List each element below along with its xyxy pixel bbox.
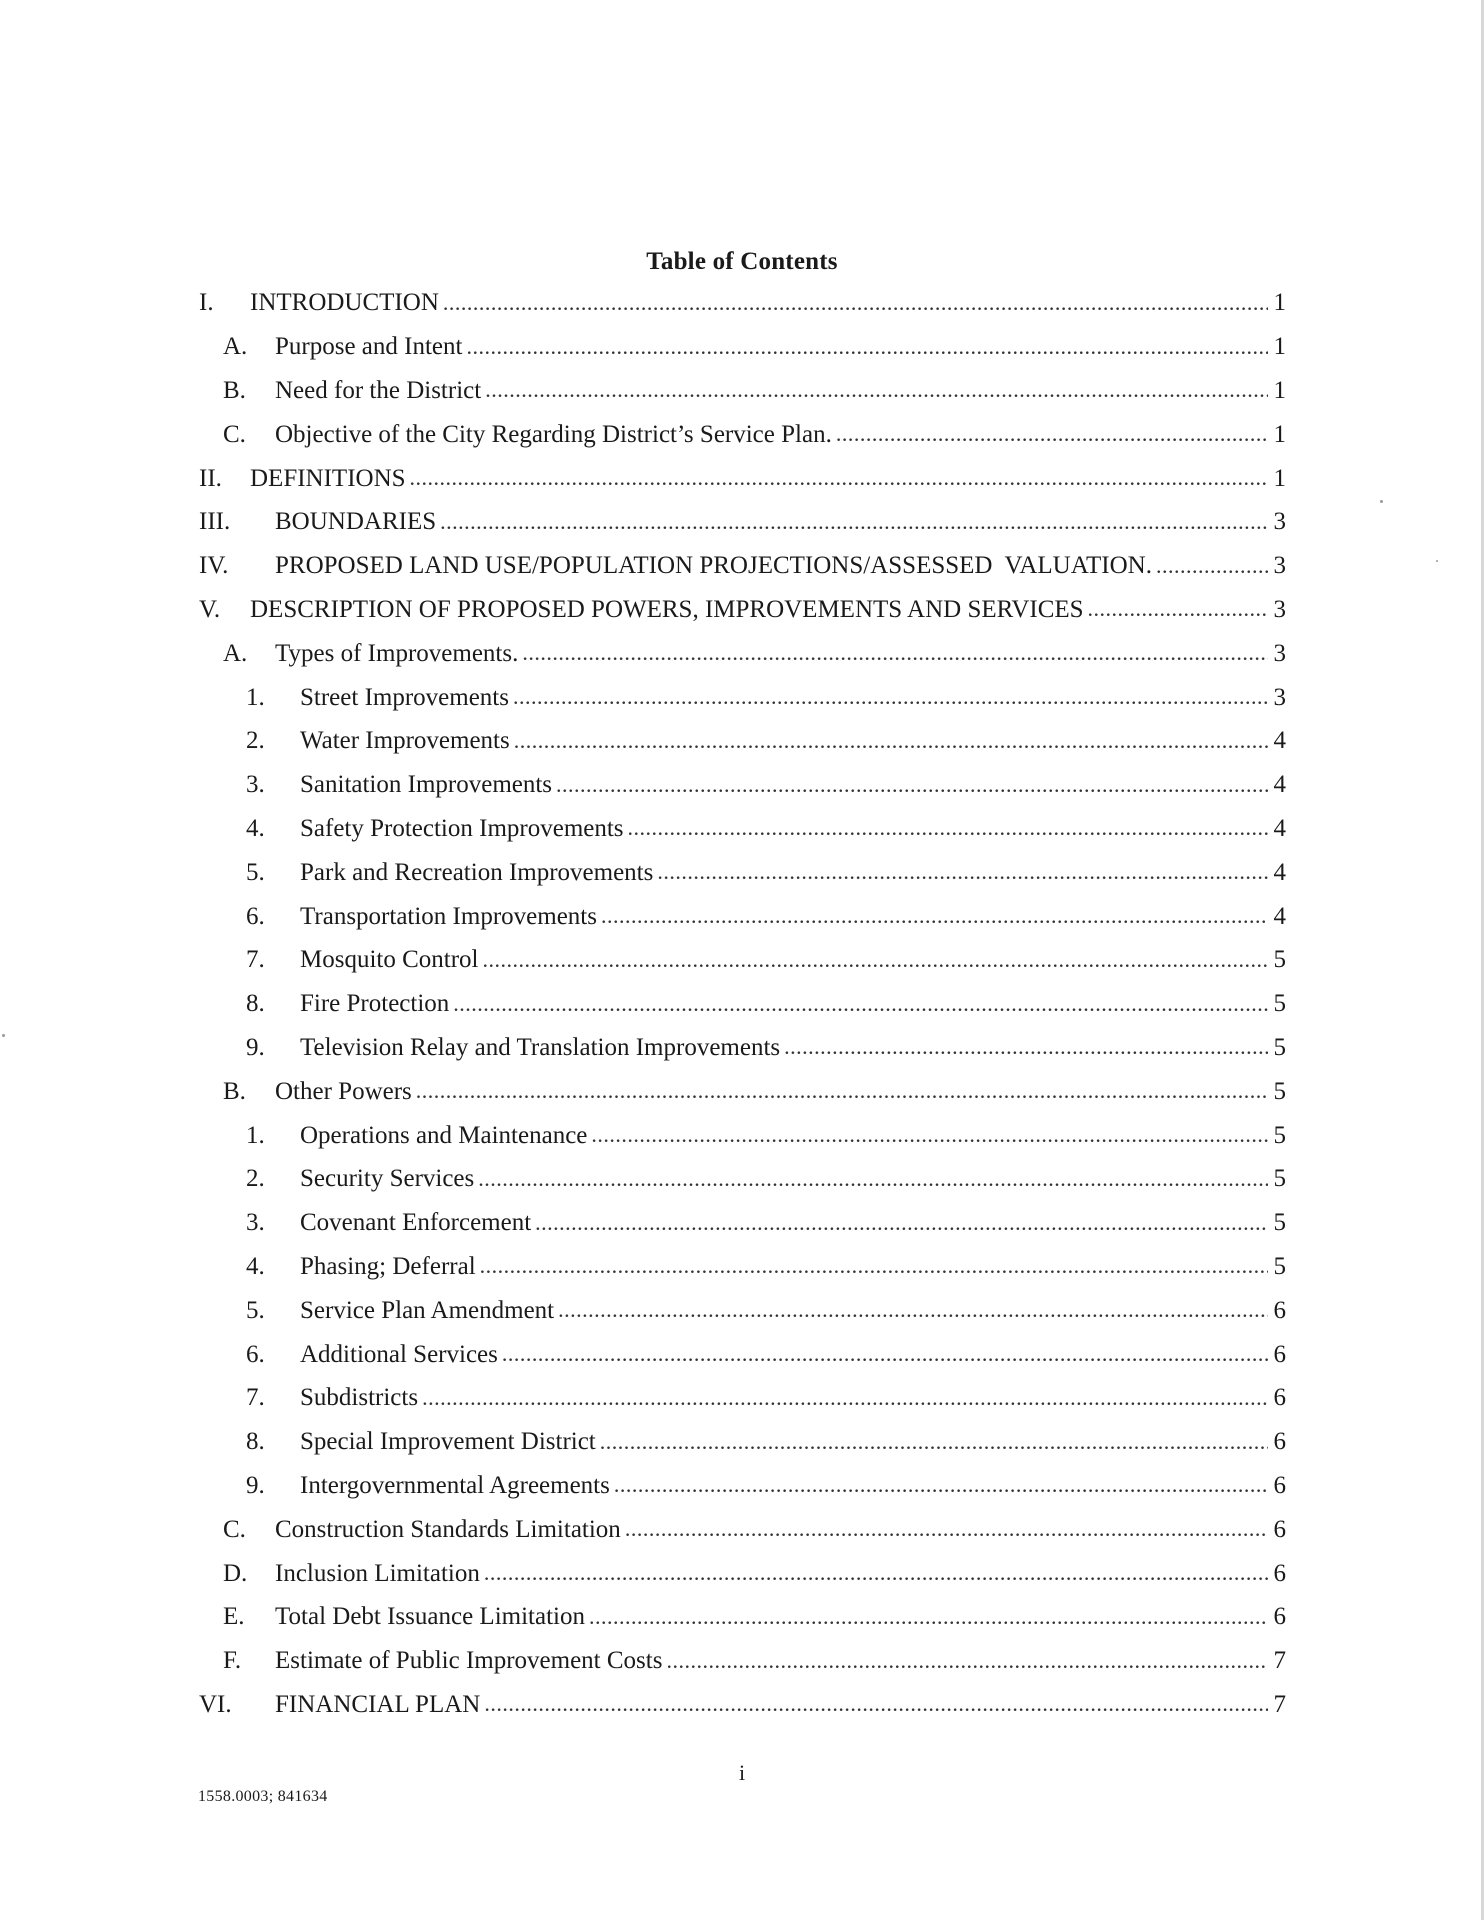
document-id: 1558.0003; 841634 <box>198 1788 328 1805</box>
toc-entry-page: 3 <box>1273 552 1286 580</box>
toc-entry-number: 9. <box>246 1471 265 1499</box>
toc-entry-label: Fire Protection <box>300 990 450 1018</box>
toc-entry-page: 5 <box>1273 1033 1286 1061</box>
toc-entry-number: 5. <box>246 1296 265 1324</box>
dot-leader <box>836 423 1268 445</box>
toc-entry-label: Special Improvement District <box>300 1428 596 1456</box>
dot-leader <box>484 1562 1268 1584</box>
dot-leader <box>784 1036 1268 1058</box>
toc-entry-label: Service Plan Amendment <box>300 1296 555 1324</box>
dot-leader <box>422 1387 1268 1409</box>
toc-entry-label: Purpose and Intent <box>275 333 463 361</box>
toc-entry-number: 2. <box>246 1165 265 1193</box>
toc-entry-number: III. <box>199 508 231 536</box>
toc-entry-number: 3. <box>246 1209 265 1237</box>
toc-entry-label: Additional Services <box>300 1340 498 1368</box>
toc-entry-number: 7. <box>246 946 265 974</box>
dot-leader <box>625 1518 1268 1540</box>
toc-entry-page: 6 <box>1273 1603 1286 1631</box>
toc-entry-boundaries[interactable] <box>199 500 1286 544</box>
toc-entry-page: 7 <box>1273 1647 1286 1675</box>
dot-leader <box>513 686 1268 708</box>
toc-entry-number: E. <box>223 1603 245 1631</box>
toc-entry-number: 8. <box>246 990 265 1018</box>
dot-leader <box>502 1343 1268 1365</box>
toc-entry-page: 6 <box>1273 1384 1286 1412</box>
toc-entry-page: 4 <box>1273 771 1286 799</box>
dot-leader <box>1156 555 1268 577</box>
toc-entry-street-improvements[interactable] <box>199 675 1286 719</box>
scan-speck <box>2 1034 5 1037</box>
toc-entry-label: Intergovernmental Agreements <box>300 1471 610 1499</box>
toc-entry-label: Television Relay and Translation Improvements <box>300 1033 781 1061</box>
toc-entry-page: 1 <box>1273 464 1286 492</box>
toc-entry-label: Other Powers <box>275 1077 412 1105</box>
toc-entry-page: 6 <box>1273 1471 1286 1499</box>
toc-entry-label: Security Services <box>300 1165 475 1193</box>
page-title: Table of Contents <box>646 248 838 275</box>
toc-entry-number: 4. <box>246 1252 265 1280</box>
toc-entry-label: Need for the District <box>275 376 482 404</box>
toc-entry-purpose-and-intent[interactable] <box>199 325 1286 369</box>
toc-entry-inclusion-limitation[interactable] <box>199 1551 1286 1595</box>
table-of-contents <box>199 281 1286 1726</box>
toc-entry-label: Estimate of Public Improvement Costs <box>275 1647 663 1675</box>
toc-entry-types-of-improvements[interactable] <box>199 631 1286 675</box>
toc-entry-label: Subdistricts <box>300 1384 419 1412</box>
toc-entry-number: IV. <box>199 552 229 580</box>
toc-entry-page: 5 <box>1273 1165 1286 1193</box>
scan-speck <box>1436 560 1438 562</box>
dot-leader <box>440 511 1268 533</box>
toc-entry-number: 6. <box>246 902 265 930</box>
toc-entry-number: C. <box>223 420 246 448</box>
toc-entry-page: 6 <box>1273 1340 1286 1368</box>
dot-leader <box>589 1606 1268 1628</box>
toc-entry-objective-of-city[interactable] <box>199 412 1286 456</box>
toc-entry-safety-protection[interactable] <box>199 807 1286 851</box>
toc-entry-number: 8. <box>246 1428 265 1456</box>
toc-entry-page: 6 <box>1273 1428 1286 1456</box>
toc-entry-water-improvements[interactable] <box>199 719 1286 763</box>
toc-entry-page: 6 <box>1273 1296 1286 1324</box>
toc-entry-operations-and-maintenance[interactable] <box>199 1113 1286 1157</box>
toc-entry-number: 3. <box>246 771 265 799</box>
toc-entry-label: Street Improvements <box>300 683 509 711</box>
toc-entry-sanitation-improvements[interactable] <box>199 763 1286 807</box>
toc-entry-mosquito-control[interactable] <box>199 938 1286 982</box>
toc-entry-page: 5 <box>1273 1252 1286 1280</box>
page-number: i <box>738 1760 746 1785</box>
toc-entry-page: 5 <box>1273 946 1286 974</box>
toc-entry-park-and-recreation[interactable] <box>199 850 1286 894</box>
scan-speck <box>1380 500 1383 503</box>
dot-leader <box>478 1168 1268 1190</box>
toc-entry-number: D. <box>223 1559 248 1587</box>
toc-entry-page: 3 <box>1273 683 1286 711</box>
dot-leader <box>466 336 1268 358</box>
toc-entry-label: Types of Improvements. <box>275 639 519 667</box>
toc-entry-label: BOUNDARIES <box>275 508 437 536</box>
toc-entry-page: 5 <box>1273 1077 1286 1105</box>
toc-entry-number: B. <box>223 1077 246 1105</box>
dot-leader <box>453 993 1268 1015</box>
toc-entry-page: 7 <box>1273 1690 1286 1718</box>
toc-entry-page: 1 <box>1273 333 1286 361</box>
toc-entry-label: Transportation Improvements <box>300 902 597 930</box>
toc-entry-label: PROPOSED LAND USE/POPULATION PROJECTIONS/ASSESSED VALUATION. <box>275 552 1152 580</box>
toc-entry-label: Water Improvements <box>300 727 510 755</box>
toc-entry-definitions[interactable] <box>199 456 1286 500</box>
toc-entry-subdistricts[interactable] <box>199 1376 1286 1420</box>
toc-entry-number: F. <box>223 1647 242 1675</box>
toc-entry-page: 3 <box>1273 595 1286 623</box>
toc-entry-label: DEFINITIONS <box>250 464 406 492</box>
toc-entry-number: A. <box>223 333 248 361</box>
toc-entry-page: 1 <box>1273 289 1286 317</box>
toc-entry-introduction[interactable] <box>199 281 1286 325</box>
toc-entry-other-powers[interactable] <box>199 1069 1286 1113</box>
toc-entry-service-plan-amendment[interactable] <box>199 1288 1286 1332</box>
toc-entry-number: 1. <box>246 1121 265 1149</box>
toc-entry-number: 1. <box>246 683 265 711</box>
toc-entry-page: 4 <box>1273 814 1286 842</box>
toc-entry-page: 3 <box>1273 508 1286 536</box>
toc-entry-construction-standards[interactable] <box>199 1507 1286 1551</box>
toc-entry-estimate-of-costs[interactable] <box>199 1639 1286 1683</box>
dot-leader <box>614 1474 1268 1496</box>
toc-entry-label: Construction Standards Limitation <box>275 1515 621 1543</box>
toc-entry-label: Covenant Enforcement <box>300 1209 532 1237</box>
toc-entry-number: B. <box>223 376 246 404</box>
toc-entry-label: Park and Recreation Improvements <box>300 858 654 886</box>
dot-leader <box>535 1212 1268 1234</box>
toc-entry-page: 3 <box>1273 639 1286 667</box>
dot-leader <box>600 1431 1268 1453</box>
toc-entry-intergovernmental-agreements[interactable] <box>199 1464 1286 1508</box>
dot-leader <box>484 1693 1268 1715</box>
toc-entry-page: 6 <box>1273 1515 1286 1543</box>
toc-entry-label: FINANCIAL PLAN <box>275 1690 481 1718</box>
toc-entry-page: 4 <box>1273 727 1286 755</box>
toc-entry-financial-plan[interactable] <box>199 1683 1286 1727</box>
toc-entry-fire-protection[interactable] <box>199 982 1286 1026</box>
dot-leader <box>480 1255 1268 1277</box>
toc-entry-page: 1 <box>1273 376 1286 404</box>
toc-entry-proposed-land-use[interactable] <box>199 544 1286 588</box>
toc-entry-label: Inclusion Limitation <box>275 1559 480 1587</box>
dot-leader <box>666 1650 1268 1672</box>
toc-entry-number: VI. <box>199 1690 232 1718</box>
dot-leader <box>485 379 1268 401</box>
toc-entry-covenant-enforcement[interactable] <box>199 1201 1286 1245</box>
toc-entry-number: I. <box>199 289 214 317</box>
toc-entry-number: 4. <box>246 814 265 842</box>
toc-entry-total-debt-issuance[interactable] <box>199 1595 1286 1639</box>
dot-leader <box>483 949 1269 971</box>
toc-entry-page: 6 <box>1273 1559 1286 1587</box>
toc-entry-label: Phasing; Deferral <box>300 1252 476 1280</box>
dot-leader <box>522 642 1268 664</box>
toc-entry-number: II. <box>199 464 222 492</box>
toc-entry-need-for-district[interactable] <box>199 369 1286 413</box>
toc-entry-number: C. <box>223 1515 246 1543</box>
dot-leader <box>1088 598 1268 620</box>
toc-entry-page: 1 <box>1273 420 1286 448</box>
toc-entry-television-relay[interactable] <box>199 1026 1286 1070</box>
dot-leader <box>556 774 1268 796</box>
toc-entry-label: DESCRIPTION OF PROPOSED POWERS, IMPROVEMENTS AND SERVICES <box>250 595 1084 623</box>
toc-entry-additional-services[interactable] <box>199 1332 1286 1376</box>
dot-leader <box>591 1124 1268 1146</box>
toc-entry-label: Total Debt Issuance Limitation <box>275 1603 585 1631</box>
toc-entry-description-of-powers[interactable] <box>199 588 1286 632</box>
toc-entry-number: 7. <box>246 1384 265 1412</box>
toc-entry-page: 5 <box>1273 1121 1286 1149</box>
dot-leader <box>514 730 1268 752</box>
dot-leader <box>443 292 1268 314</box>
toc-entry-label: Operations and Maintenance <box>300 1121 588 1149</box>
toc-entry-label: Mosquito Control <box>300 946 479 974</box>
toc-entry-label: INTRODUCTION <box>250 289 439 317</box>
dot-leader <box>601 905 1268 927</box>
toc-entry-security-services[interactable] <box>199 1157 1286 1201</box>
toc-entry-page: 4 <box>1273 858 1286 886</box>
toc-entry-number: 2. <box>246 727 265 755</box>
toc-entry-label: Safety Protection Improvements <box>300 814 624 842</box>
toc-entry-label: Objective of the City Regarding District’s Service Plan. <box>275 420 832 448</box>
dot-leader <box>558 1299 1268 1321</box>
dot-leader <box>657 861 1268 883</box>
toc-entry-page: 5 <box>1273 1209 1286 1237</box>
toc-entry-number: 5. <box>246 858 265 886</box>
toc-entry-label: Sanitation Improvements <box>300 771 553 799</box>
toc-entry-page: 5 <box>1273 990 1286 1018</box>
toc-entry-number: 6. <box>246 1340 265 1368</box>
toc-entry-number: 9. <box>246 1033 265 1061</box>
dot-leader <box>416 1080 1268 1102</box>
toc-entry-special-improvement-district[interactable] <box>199 1420 1286 1464</box>
toc-entry-page: 4 <box>1273 902 1286 930</box>
toc-entry-transportation[interactable] <box>199 894 1286 938</box>
dot-leader <box>628 817 1268 839</box>
toc-entry-number: V. <box>199 595 221 623</box>
dot-leader <box>410 467 1268 489</box>
toc-entry-phasing-deferral[interactable] <box>199 1245 1286 1289</box>
toc-entry-number: A. <box>223 639 248 667</box>
